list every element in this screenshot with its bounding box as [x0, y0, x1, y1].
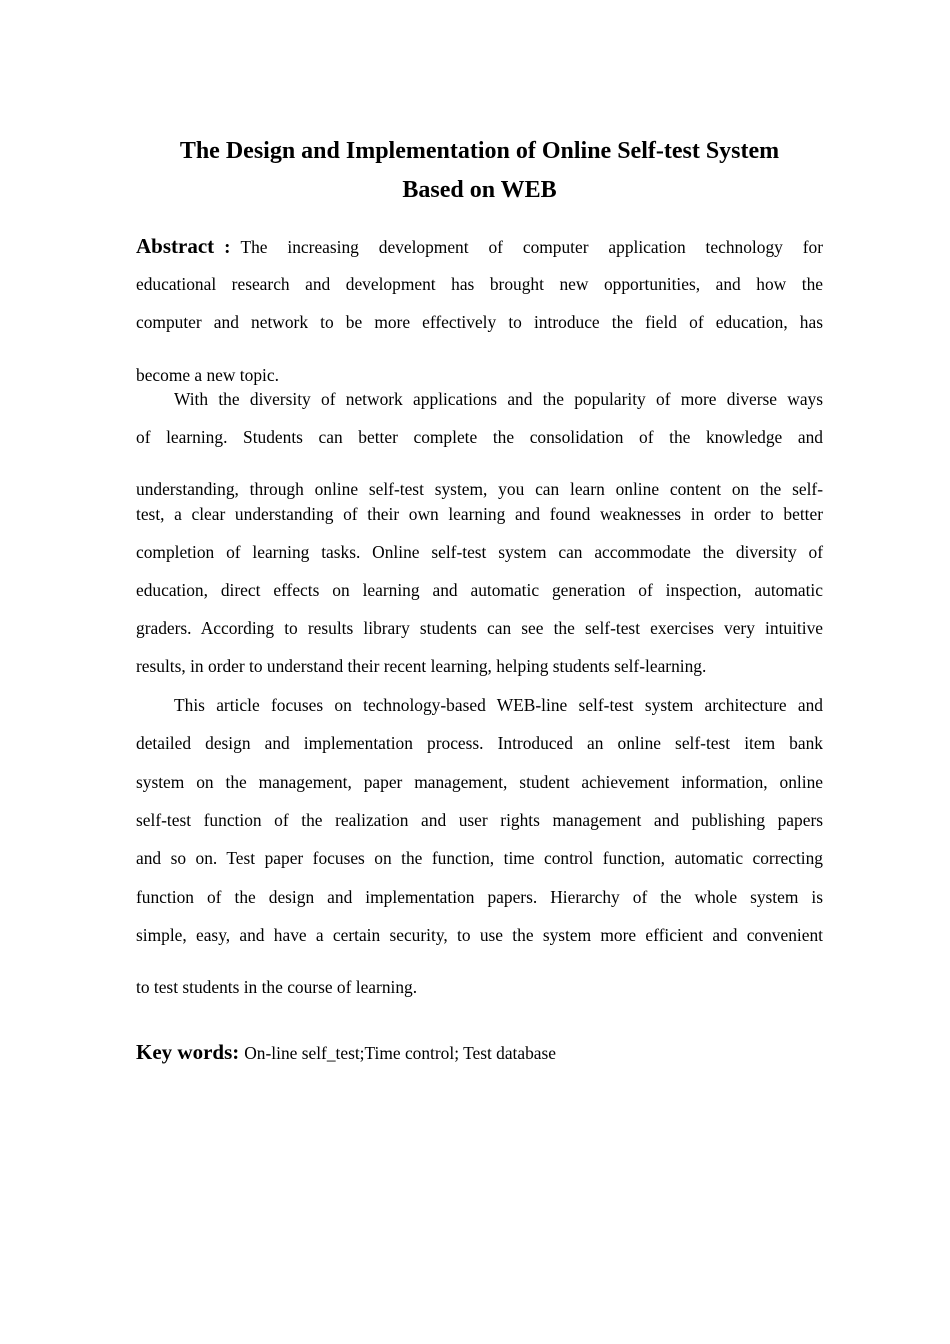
abstract-line: The increasing development of computer application technology for: [240, 237, 823, 257]
abstract-line: of learning. Students can better complete the consolidation of the knowledge and: [136, 427, 823, 447]
paper-title-line-2: Based on WEB: [402, 177, 557, 203]
abstract-line: function of the design and implementation papers. Hierarchy of the whole system is: [136, 887, 823, 907]
abstract-first-line: [136, 234, 823, 259]
abstract-line: self-test function of the realization and user rights management and publishing papers: [136, 810, 823, 830]
abstract-line: completion of learning tasks. Online self-test system can accommodate the diversity of: [136, 542, 823, 562]
abstract-line: and so on. Test paper focuses on the function, time control function, automatic correcting: [136, 848, 823, 868]
keywords-label: Key words:: [136, 1040, 240, 1064]
abstract-line: test, a clear understanding of their own learning and found weaknesses in order to better: [136, 504, 823, 524]
abstract-colon: :: [224, 237, 231, 258]
abstract-line: to test students in the course of learning.: [136, 977, 418, 997]
abstract-label: Abstract: [136, 234, 215, 258]
abstract-line: This article focuses on technology-based WEB-line self-test system architecture and: [174, 695, 823, 715]
keywords-section: [136, 1040, 556, 1065]
abstract-line: With the diversity of network applications and the popularity of more diverse ways: [174, 389, 823, 409]
abstract-line: graders. According to results library students can see the self-test exercises very intuitive: [136, 618, 823, 638]
abstract-line: computer and network to be more effectively to introduce the field of education, has: [136, 312, 823, 332]
keywords-text: On-line self_test;Time control; Test database: [244, 1043, 557, 1063]
abstract-line: system on the management, paper management, student achievement information, online: [136, 772, 823, 792]
abstract-line: education, direct effects on learning and automatic generation of inspection, automatic: [136, 580, 823, 600]
abstract-line: results, in order to understand their recent learning, helping students self-learning.: [136, 656, 707, 676]
abstract-line: educational research and development has brought new opportunities, and how the: [136, 274, 823, 294]
abstract-line: simple, easy, and have a certain security, to use the system more efficient and convenient: [136, 925, 823, 945]
abstract-line: become a new topic.: [136, 365, 279, 385]
paper-title-line-1: The Design and Implementation of Online Self-test System: [179, 138, 780, 164]
abstract-line: understanding, through online self-test system, you can learn online content on the self-: [136, 479, 823, 499]
abstract-line: detailed design and implementation process. Introduced an online self-test item bank: [136, 733, 823, 753]
